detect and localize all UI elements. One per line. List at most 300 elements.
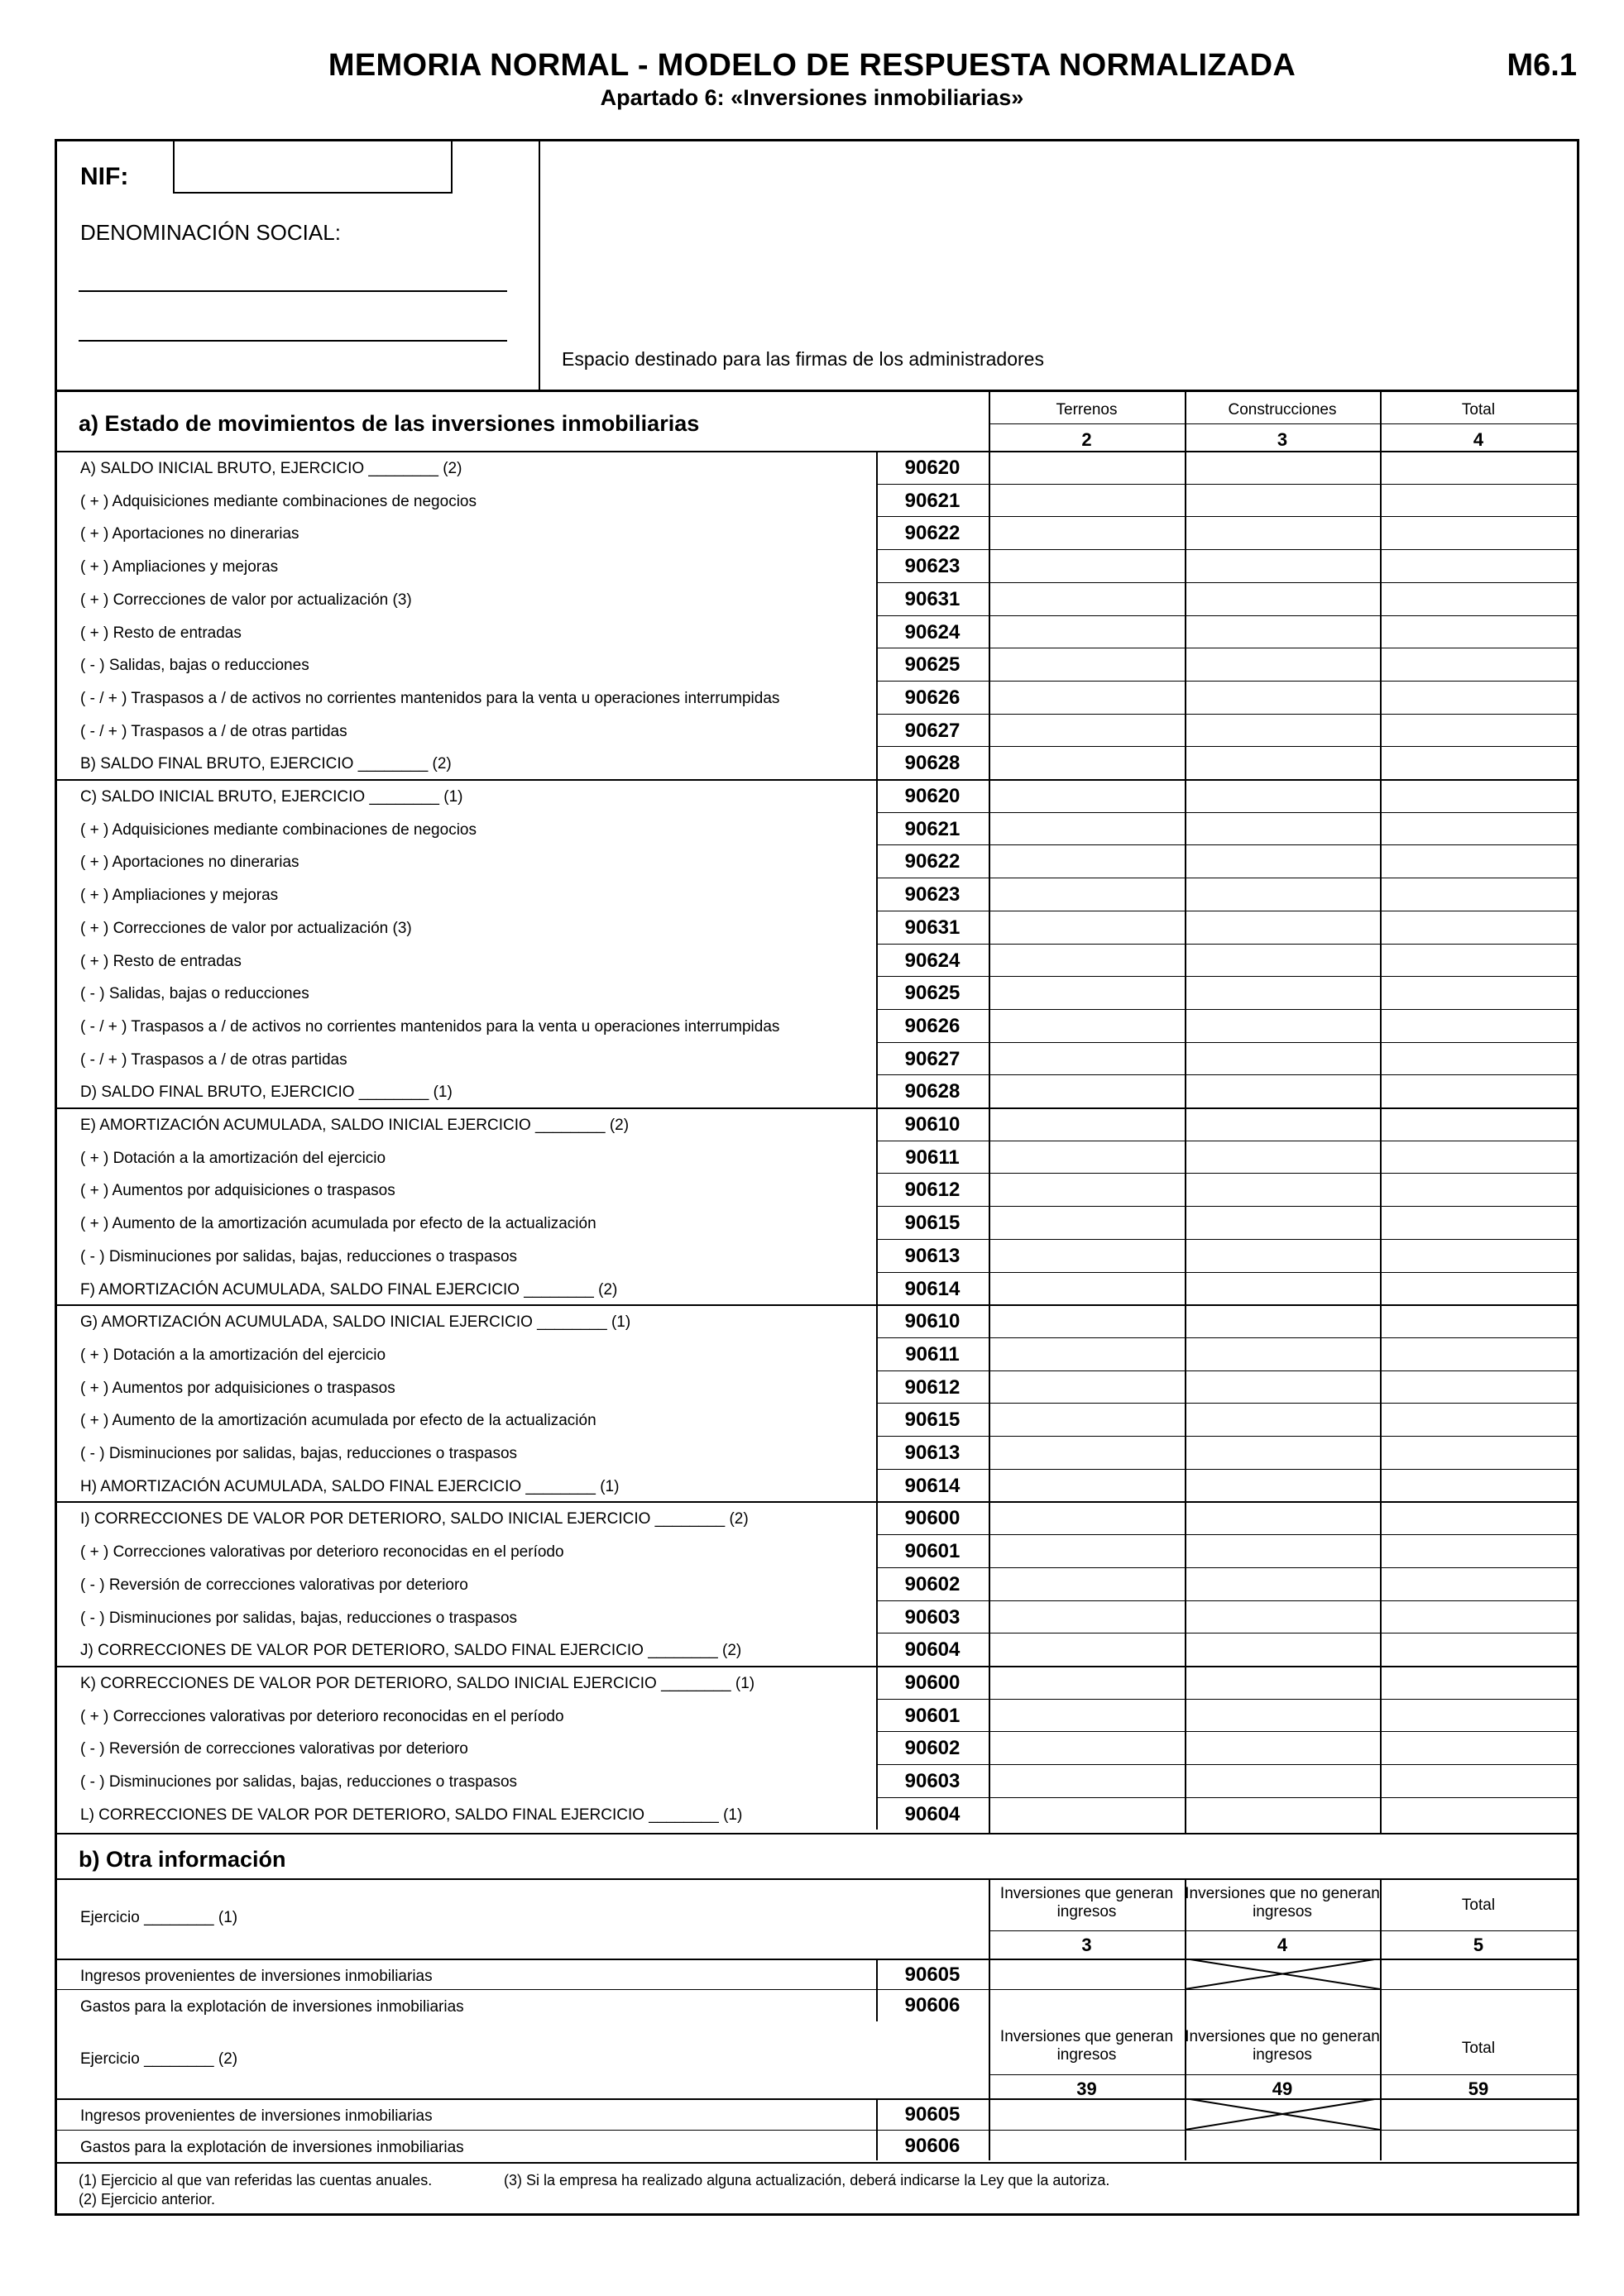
row-divider [876,1699,1577,1700]
row-label: ( - ) Disminuciones por salidas, bajas, reducciones o traspasos [80,1609,518,1627]
row-code: 90612 [904,1375,961,1399]
column-header-2: Construcciones [1228,401,1337,419]
column-number-b3: 59 [1468,2078,1489,2099]
row-code: 90614 [904,1474,961,1497]
value-input-cell[interactable] [990,846,1184,877]
row-divider [876,516,1577,517]
value-input-cell[interactable] [1382,1306,1576,1337]
row-divider [876,1239,1577,1240]
value-input-cell[interactable] [990,1208,1184,1238]
value-input-cell[interactable] [1186,2131,1379,2160]
value-input-cell[interactable] [990,1991,1184,2019]
row-label: C) SALDO INICIAL BRUTO, EJERCICIO ________ (1) [80,788,463,806]
value-input-cell[interactable] [990,682,1184,713]
value-input-cell[interactable] [1186,1011,1379,1041]
row-code: 90615 [904,1212,961,1235]
row-code: 90621 [904,817,961,840]
value-input-cell[interactable] [1382,1602,1576,1633]
row-code: 90610 [904,1310,961,1333]
row-code: 90615 [904,1409,961,1432]
row-label: B) SALDO FINAL BRUTO, EJERCICIO ________ (2) [80,755,452,773]
value-input-cell[interactable] [990,1372,1184,1403]
value-input-cell[interactable] [990,486,1184,516]
value-input-cell[interactable] [990,1109,1184,1140]
value-input-cell[interactable] [1382,1011,1576,1041]
value-input-cell[interactable] [1382,2100,1576,2128]
value-input-cell[interactable] [1186,518,1379,548]
column-number-2: 3 [1277,429,1288,450]
value-input-cell[interactable] [1382,1536,1576,1567]
row-divider [876,1764,1577,1765]
form-frame [55,139,1579,2216]
row-code: 90602 [904,1572,961,1595]
row-divider [876,812,1577,813]
row-code: 90625 [904,653,961,677]
row-divider [876,1206,1577,1207]
value-input-cell[interactable] [990,1241,1184,1271]
value-input-cell[interactable] [1382,1503,1576,1533]
value-input-cell[interactable] [1186,1766,1379,1796]
value-input-cell[interactable] [1382,978,1576,1008]
value-input-cell[interactable] [1186,879,1379,910]
value-input-cell[interactable] [990,1142,1184,1173]
value-input-cell[interactable] [990,945,1184,976]
row-label: ( + ) Adquisiciones mediante combinaciones de negocios [80,492,477,510]
value-input-cell[interactable] [990,1437,1184,1468]
row-code: 90605 [904,2103,961,2126]
column-number-1: 2 [1081,429,1092,450]
value-input-cell[interactable] [990,1536,1184,1567]
row-divider [876,1436,1577,1437]
row-divider [876,714,1577,715]
value-input-cell[interactable] [1382,1404,1576,1435]
column-number-b2: 49 [1272,2078,1293,2099]
value-input-cell[interactable] [1186,912,1379,943]
denominacion-label: DENOMINACIÓN SOCIAL: [80,220,341,245]
row-divider [876,582,1577,583]
value-input-cell[interactable] [990,1634,1184,1665]
row-label: J) CORRECCIONES DE VALOR POR DETERIORO, SALDO FINAL EJERCICIO ________ (2) [80,1642,742,1660]
row-label: ( + ) Dotación a la amortización del ejercicio [80,1149,386,1167]
crossed-out-cell-icon [1185,1959,1380,1989]
row-label: ( + ) Ampliaciones y mejoras [80,558,279,576]
row-label: ( + ) Aumento de la amortización acumulada por efecto de la actualización [80,1412,596,1430]
row-code: 90621 [904,489,961,512]
value-input-cell[interactable] [1186,1174,1379,1205]
row-label: ( - / + ) Traspasos a / de otras partidas [80,722,347,740]
ejercicio-label: Ejercicio ________ (2) [80,2050,238,2068]
value-input-cell[interactable] [990,748,1184,778]
value-input-cell[interactable] [1382,846,1576,877]
value-input-cell[interactable] [1382,649,1576,680]
value-input-cell[interactable] [990,584,1184,615]
model-code: M6.1 [1507,48,1577,83]
row-code: 90614 [904,1277,961,1300]
value-input-cell[interactable] [1382,1766,1576,1796]
column-header-b2: Inversiones que no generan ingresos [1185,2028,1380,2064]
value-input-cell[interactable] [1382,1044,1576,1074]
value-input-cell[interactable] [1382,1339,1576,1370]
value-input-cell[interactable] [1186,584,1379,615]
value-input-cell[interactable] [1186,945,1379,976]
value-input-cell[interactable] [1186,1634,1379,1665]
row-label: ( - ) Reversión de correcciones valorativas por deterioro [80,1576,468,1594]
value-input-cell[interactable] [990,452,1184,483]
crossed-out-cell-icon [1185,2098,1380,2130]
row-code: 90603 [904,1770,961,1792]
value-input-cell[interactable] [1382,1241,1576,1271]
value-input-cell[interactable] [1382,1372,1576,1403]
row-code: 90623 [904,883,961,906]
value-input-cell[interactable] [1186,649,1379,680]
row-divider [876,1633,1577,1634]
row-code: 90628 [904,752,961,775]
value-input-cell[interactable] [1186,1109,1379,1140]
section-a-title: a) Estado de movimientos de las inversiones inmobiliarias [79,411,700,436]
row-divider [876,746,1577,747]
ejercicio-label: Ejercicio ________ (1) [80,1908,238,1926]
value-input-cell[interactable] [1382,682,1576,713]
value-input-cell[interactable] [1382,1991,1576,2019]
row-label: ( + ) Correcciones valorativas por deterioro reconocidas en el período [80,1707,564,1725]
value-input-cell[interactable] [990,879,1184,910]
row-code: 90625 [904,982,961,1005]
value-input-cell[interactable] [990,1569,1184,1600]
row-label: I) CORRECCIONES DE VALOR POR DETERIORO, SALDO INICIAL EJERCICIO ________ (2) [80,1510,749,1528]
row-code: 90620 [904,457,961,479]
column-header-b1: Inversiones que generan ingresos [999,2028,1174,2064]
row-divider [876,1731,1577,1732]
value-input-cell[interactable] [990,1339,1184,1370]
value-input-cell[interactable] [1382,1142,1576,1173]
signature-area-label: Espacio destinado para las firmas de los administradores [562,348,1044,370]
row-label: E) AMORTIZACIÓN ACUMULADA, SALDO INICIAL EJERCICIO ________ (2) [80,1117,630,1134]
value-input-cell[interactable] [990,1667,1184,1698]
row-code: 90613 [904,1244,961,1267]
value-input-cell[interactable] [990,1404,1184,1435]
value-input-cell[interactable] [1186,1602,1379,1633]
row-code: 90612 [904,1179,961,1202]
row-divider [876,1567,1577,1568]
row-code: 90627 [904,719,961,742]
value-input-cell[interactable] [1186,1991,1379,2019]
value-input-cell[interactable] [1186,1799,1379,1830]
row-label: ( + ) Correcciones de valor por actualización (3) [80,919,412,937]
value-input-cell[interactable] [990,2100,1184,2128]
column-header-3: Total [1461,401,1496,419]
row-code: 90601 [904,1540,961,1563]
row-label: H) AMORTIZACIÓN ACUMULADA, SALDO FINAL EJERCICIO ________ (1) [80,1477,620,1495]
footnote-2: (2) Ejercicio anterior. [79,2191,216,2208]
value-input-cell[interactable] [1382,1700,1576,1731]
row-divider [876,681,1577,682]
row-label: Ingresos provenientes de inversiones inmobiliarias [80,1968,433,1985]
value-input-cell[interactable] [1186,551,1379,581]
value-input-cell[interactable] [990,1306,1184,1337]
value-input-cell[interactable] [1186,715,1379,746]
value-input-cell[interactable] [990,617,1184,648]
value-input-cell[interactable] [1382,486,1576,516]
value-input-cell[interactable] [1186,486,1379,516]
row-label: Ingresos provenientes de inversiones inmobiliarias [80,2107,433,2125]
row-code: 90622 [904,522,961,545]
row-divider [876,1600,1577,1601]
row-code: 90601 [904,1704,961,1727]
column-number-3: 4 [1473,429,1484,450]
value-input-cell[interactable] [990,1799,1184,1830]
value-input-cell[interactable] [1382,1733,1576,1763]
value-input-cell[interactable] [1186,1437,1379,1468]
value-input-cell[interactable] [1186,1471,1379,1501]
row-label: ( - ) Salidas, bajas o reducciones [80,657,309,675]
value-input-cell[interactable] [1186,1274,1379,1304]
row-divider [876,1074,1577,1075]
footnote-1: (1) Ejercicio al que van referidas las cuentas anuales. [79,2172,433,2188]
value-input-cell[interactable] [1186,1733,1379,1763]
row-code: 90623 [904,555,961,578]
value-input-cell[interactable] [1186,452,1379,483]
value-input-cell[interactable] [990,649,1184,680]
value-input-cell[interactable] [990,551,1184,581]
value-input-cell[interactable] [1186,1142,1379,1173]
row-code: 90626 [904,1014,961,1037]
row-code: 90606 [904,1994,961,2016]
value-input-cell[interactable] [1186,1044,1379,1074]
row-code: 90622 [904,850,961,873]
row-divider [876,1173,1577,1174]
row-code: 90620 [904,785,961,807]
row-divider [876,1042,1577,1043]
row-code: 90628 [904,1080,961,1103]
value-input-cell[interactable] [990,1960,1184,1988]
row-code: 90626 [904,686,961,709]
value-input-cell[interactable] [1186,781,1379,811]
row-label: ( - / + ) Traspasos a / de activos no corrientes mantenidos para la venta u operaciones interrumpidas [80,1017,780,1036]
value-input-cell[interactable] [990,1174,1184,1205]
row-code: 90611 [905,1146,960,1169]
row-label: ( + ) Resto de entradas [80,624,242,642]
value-input-cell[interactable] [1382,1208,1576,1238]
row-label: ( - ) Disminuciones por salidas, bajas, reducciones o traspasos [80,1445,518,1462]
row-label: ( + ) Aumentos por adquisiciones o traspasos [80,1182,395,1200]
row-divider [876,1403,1577,1404]
value-input-cell[interactable] [1186,814,1379,844]
row-divider [57,1989,1577,1990]
nif-input[interactable] [173,141,453,194]
row-label: A) SALDO INICIAL BRUTO, EJERCICIO ________ (2) [80,460,462,477]
divider [57,390,1577,392]
row-code: 90600 [904,1671,961,1694]
value-input-cell[interactable] [1382,2131,1576,2160]
row-divider [876,1797,1577,1798]
divider [989,1930,1577,1931]
value-input-cell[interactable] [990,1471,1184,1501]
value-input-cell[interactable] [1186,1536,1379,1567]
value-input-cell[interactable] [1382,781,1576,811]
row-code: 90604 [904,1638,961,1662]
value-input-cell[interactable] [1382,879,1576,910]
column-number-b2: 4 [1277,1935,1288,1955]
column-number-b3: 5 [1473,1935,1484,1955]
value-input-cell[interactable] [1382,617,1576,648]
column-header-b3: Total [1461,1897,1496,1914]
row-label: Gastos para la explotación de inversiones inmobiliarias [80,2139,464,2156]
row-divider [876,1534,1577,1535]
row-label: ( - ) Disminuciones por salidas, bajas, reducciones o traspasos [80,1247,518,1265]
denominacion-field-line-2[interactable] [79,340,507,342]
row-code: 90602 [904,1737,961,1760]
value-input-cell[interactable] [1186,1076,1379,1107]
row-divider [876,1272,1577,1273]
row-code: 90606 [904,2135,961,2157]
row-label: ( + ) Resto de entradas [80,952,242,970]
value-input-cell[interactable] [1186,1404,1379,1435]
divider [989,2074,1577,2075]
column-number-b1: 3 [1081,1935,1092,1955]
row-label: G) AMORTIZACIÓN ACUMULADA, SALDO INICIAL EJERCICIO ________ (1) [80,1313,631,1332]
value-input-cell[interactable] [990,781,1184,811]
divider [57,1833,1577,1834]
value-input-cell[interactable] [1186,1503,1379,1533]
row-label: ( + ) Adquisiciones mediante combinaciones de negocios [80,820,477,839]
value-input-cell[interactable] [990,1274,1184,1304]
row-label: ( + ) Aumento de la amortización acumulada por efecto de la actualización [80,1215,596,1233]
row-label: Gastos para la explotación de inversiones inmobiliarias [80,1998,464,2016]
value-input-cell[interactable] [1186,1339,1379,1370]
value-input-cell[interactable] [1186,1700,1379,1731]
row-divider [876,615,1577,616]
row-divider [876,976,1577,977]
row-label: ( + ) Aportaciones no dinerarias [80,854,299,872]
value-input-cell[interactable] [1382,1109,1576,1140]
denominacion-field-line-1[interactable] [79,290,507,292]
value-input-cell[interactable] [1186,1667,1379,1698]
value-input-cell[interactable] [1382,814,1576,844]
row-code: 90613 [904,1442,961,1464]
value-input-cell[interactable] [1382,1569,1576,1600]
value-input-cell[interactable] [1382,1076,1576,1107]
value-input-cell[interactable] [990,2131,1184,2160]
row-code: 90631 [904,587,961,610]
row-label: ( + ) Ampliaciones y mejoras [80,887,279,905]
row-code: 90624 [904,949,961,972]
column-header-1: Terrenos [1056,401,1118,419]
value-input-cell[interactable] [1382,1437,1576,1468]
row-label: L) CORRECCIONES DE VALOR POR DETERIORO, SALDO FINAL EJERCICIO ________ (1) [80,1806,743,1824]
value-input-cell[interactable] [990,1011,1184,1041]
value-input-cell[interactable] [1382,518,1576,548]
value-input-cell[interactable] [1382,945,1576,976]
value-input-cell[interactable] [1186,1569,1379,1600]
value-input-cell[interactable] [1382,715,1576,746]
row-label: ( + ) Aportaciones no dinerarias [80,525,299,543]
row-label: ( - / + ) Traspasos a / de activos no corrientes mantenidos para la venta u operaciones interrumpidas [80,689,780,707]
row-label: D) SALDO FINAL BRUTO, EJERCICIO ________ (1) [80,1083,453,1102]
nif-label: NIF: [80,163,129,190]
divider [57,2162,1577,2164]
value-input-cell[interactable] [1382,551,1576,581]
section-b-title: b) Otra información [79,1847,286,1872]
value-input-cell[interactable] [1186,617,1379,648]
column-header-b3: Total [1461,2040,1496,2057]
row-label: ( - / + ) Traspasos a / de otras partidas [80,1050,347,1069]
row-label: F) AMORTIZACIÓN ACUMULADA, SALDO FINAL EJERCICIO ________ (2) [80,1280,618,1299]
value-input-cell[interactable] [1382,1471,1576,1501]
row-label: ( - ) Reversión de correcciones valorativas por deterioro [80,1740,468,1758]
column-header-b1: Inversiones que generan ingresos [999,1885,1174,1921]
row-divider [876,1009,1577,1010]
page-subtitle: Apartado 6: «Inversiones inmobiliarias» [600,85,1024,110]
value-input-cell[interactable] [1186,682,1379,713]
row-code: 90600 [904,1507,961,1530]
row-code: 90627 [904,1047,961,1070]
value-input-cell[interactable] [1382,748,1576,778]
row-label: ( + ) Correcciones de valor por actualización (3) [80,591,412,609]
divider [57,1878,1577,1880]
row-divider [57,2130,1577,2131]
value-input-cell[interactable] [990,1044,1184,1074]
value-input-cell[interactable] [1382,1274,1576,1304]
row-code: 90605 [904,1964,961,1986]
row-divider [876,944,1577,945]
row-code: 90603 [904,1605,961,1629]
value-input-cell[interactable] [1186,978,1379,1008]
row-code: 90624 [904,620,961,643]
value-input-cell[interactable] [990,1733,1184,1763]
value-input-cell[interactable] [1186,1241,1379,1271]
row-code: 90610 [904,1113,961,1136]
value-input-cell[interactable] [990,715,1184,746]
identification-block [57,141,540,392]
row-code: 90611 [905,1342,960,1366]
value-input-cell[interactable] [990,1503,1184,1533]
value-input-cell[interactable] [1382,912,1576,943]
value-input-cell[interactable] [1186,846,1379,877]
value-input-cell[interactable] [1186,748,1379,778]
value-input-cell[interactable] [1186,1208,1379,1238]
row-divider [876,1337,1577,1338]
value-input-cell[interactable] [1382,1667,1576,1698]
footnote-3: (3) Si la empresa ha realizado alguna actualización, deberá indicarse la Ley que la autoriza. [504,2172,1110,2188]
value-input-cell[interactable] [990,518,1184,548]
value-input-cell[interactable] [1382,584,1576,615]
value-input-cell[interactable] [990,1700,1184,1731]
value-input-cell[interactable] [990,978,1184,1008]
value-input-cell[interactable] [1382,1799,1576,1830]
divider [989,423,1577,424]
value-input-cell[interactable] [1382,1634,1576,1665]
row-label: ( - ) Disminuciones por salidas, bajas, reducciones o traspasos [80,1773,518,1791]
value-input-cell[interactable] [1382,452,1576,483]
row-code: 90631 [904,916,961,939]
row-label: ( + ) Correcciones valorativas por deterioro reconocidas en el período [80,1543,564,1562]
column-number-b1: 39 [1076,2078,1097,2099]
value-input-cell[interactable] [1382,1174,1576,1205]
row-label: ( + ) Dotación a la amortización del ejercicio [80,1346,386,1364]
row-divider [876,844,1577,845]
page-title: MEMORIA NORMAL - MODELO DE RESPUESTA NORMALIZADA [328,48,1296,83]
value-input-cell[interactable] [990,912,1184,943]
value-input-cell[interactable] [990,1076,1184,1107]
value-input-cell[interactable] [1186,1306,1379,1337]
value-input-cell[interactable] [1186,1372,1379,1403]
value-input-cell[interactable] [990,1766,1184,1796]
value-input-cell[interactable] [1382,1960,1576,1988]
value-input-cell[interactable] [990,814,1184,844]
value-input-cell[interactable] [990,1602,1184,1633]
row-label: K) CORRECCIONES DE VALOR POR DETERIORO, SALDO INICIAL EJERCICIO ________ (1) [80,1674,755,1692]
row-divider [876,1469,1577,1470]
